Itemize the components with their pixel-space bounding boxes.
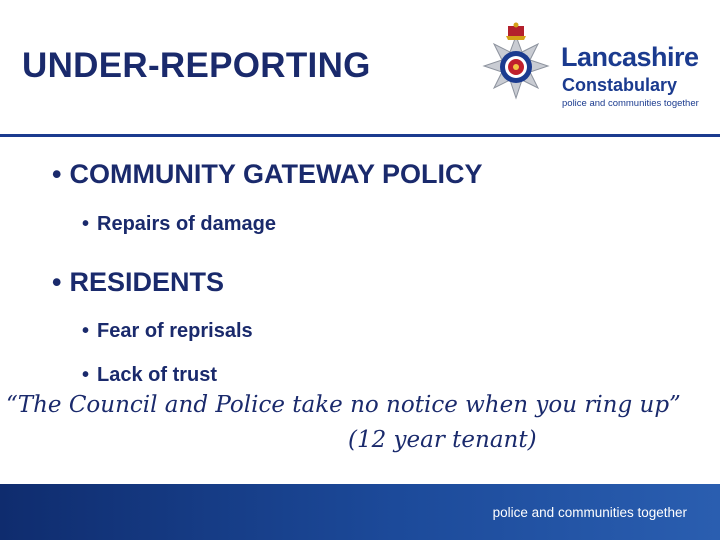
bullet-symbol: •: [82, 320, 90, 342]
bullet-residents: [52, 267, 224, 298]
bullet-text: Lack of trust: [97, 364, 218, 386]
bullet-symbol: •: [82, 364, 90, 386]
bullet-symbol: •: [52, 159, 62, 189]
bullet-symbol: •: [52, 267, 62, 297]
police-crest-icon: [478, 22, 554, 114]
slide-title: UNDER-REPORTING: [22, 46, 371, 85]
sub-bullet-lack-of-trust: [82, 364, 217, 387]
bullet-text: COMMUNITY GATEWAY POLICY: [69, 159, 483, 189]
bullet-text: Repairs of damage: [97, 213, 276, 235]
logo-name-line1: Lancashire: [561, 42, 699, 72]
logo-name-line2: Constabulary: [562, 75, 678, 95]
quote-attribution: (12 year tenant): [348, 427, 537, 453]
header-divider: [0, 134, 720, 137]
logo-tagline: police and communities together: [562, 98, 699, 109]
bullet-community-gateway-policy: [52, 159, 483, 190]
bullet-text: Fear of reprisals: [97, 320, 253, 342]
footer-tagline: police and communities together: [492, 505, 687, 520]
tenant-quote: “The Council and Police take no notice when you ring up”: [6, 392, 681, 418]
bullet-symbol: •: [82, 213, 90, 235]
bullet-text: RESIDENTS: [69, 267, 224, 297]
lancashire-constabulary-logo: [478, 22, 708, 114]
sub-bullet-repairs-of-damage: [82, 213, 276, 236]
footer-bar: [0, 484, 720, 540]
sub-bullet-fear-of-reprisals: [82, 320, 253, 343]
